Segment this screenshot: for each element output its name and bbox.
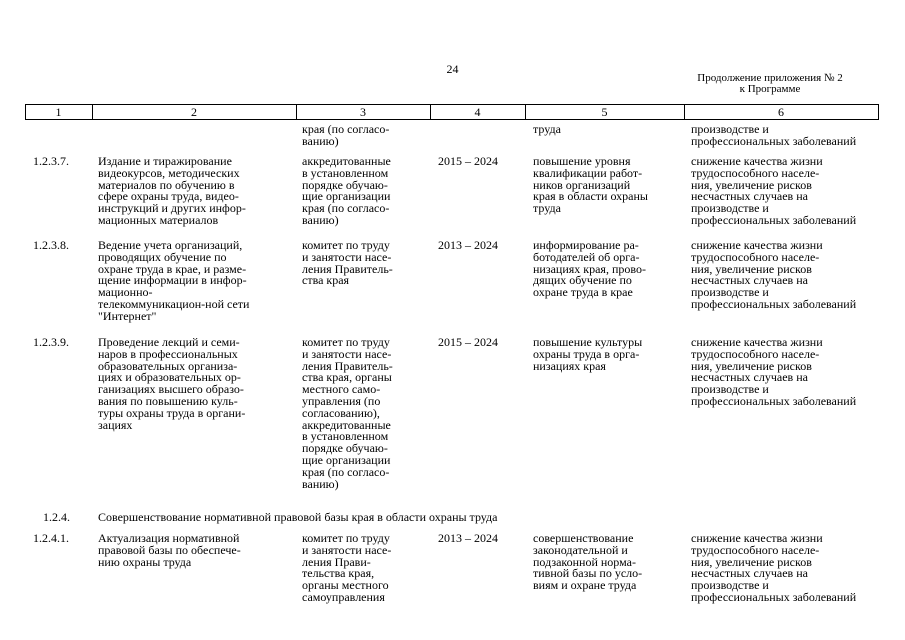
column-header-4: 4 [474, 105, 481, 119]
continuation-risk: производстве и профессиональных заболеваний [691, 122, 857, 148]
column-header-5: 5 [601, 105, 608, 119]
appendix-note-line-2: к Программе [739, 83, 801, 95]
column-header-1: 1 [55, 105, 62, 119]
column-header-6: 6 [778, 105, 784, 119]
row-activity: Актуализация нормативной правовой базы по обеспече- нию охраны труда [98, 531, 241, 569]
row-activity: Издание и тиражирование видеокурсов, методических материалов по обучению в сфере охраны труда, видео- инструкций и других инфор- мационных материалов [98, 154, 246, 227]
row-result: совершенствование законодательной и подзаконной норма- тивной базы по усло- виям и охране труда [533, 531, 643, 593]
row-executor: комитет по труду и занятости насе- ления Правитель- ства края, органы местного само- управления (по согласованию), аккредитованные в установленном порядке обучаю- щие организации края (по согласо- ванию) [302, 335, 393, 491]
row-activity: Проведение лекций и семи- наров в профессиональных образовательных организа- циях и образовательных ор- ганизациях высшего образо- вания по повышению куль- туры охраны труда в органи- зациях [98, 335, 246, 432]
row-executor: аккредитованные в установленном порядке обучаю- щие организации края (по согласо- ванию) [302, 154, 391, 227]
row-risk: снижение качества жизни трудоспособного населе- ния, увеличение рисков несчастных случаев на производстве и профессиональных заболеваний [691, 154, 857, 227]
header-divider [878, 104, 879, 119]
section-number: 1.2.4. [43, 510, 70, 524]
row-risk: снижение качества жизни трудоспособного населе- ния, увеличение рисков несчастных случаев на производстве и профессиональных заболеваний [691, 238, 857, 311]
row-period: 2015 – 2024 [438, 154, 498, 168]
row-period: 2015 – 2024 [438, 335, 498, 349]
row-executor: комитет по труду и занятости насе- ления Правитель- ства края [302, 238, 393, 288]
row-risk: снижение качества жизни трудоспособного населе- ния, увеличение рисков несчастных случаев на производстве и профессиональных заболеваний [691, 335, 857, 408]
column-header-3: 3 [360, 105, 366, 119]
row-number: 1.2.3.7. [33, 154, 69, 168]
row-executor: комитет по труду и занятости насе- ления Прави- тельства края, органы местного самоуправления [302, 531, 392, 604]
row-result: повышение уровня квалификации работ- ников организаций края в области охраны труда [533, 154, 648, 216]
row-number: 1.2.4.1. [33, 531, 69, 545]
row-number: 1.2.3.8. [33, 238, 69, 252]
continuation-executor: края (по согласо- ванию) [302, 122, 390, 148]
row-period: 2013 – 2024 [438, 531, 498, 545]
column-header-2: 2 [191, 105, 197, 119]
appendix-note [680, 73, 860, 95]
section-title: Совершенствование нормативной правовой базы края в области охраны труда [98, 510, 498, 524]
row-number: 1.2.3.9. [33, 335, 69, 349]
page-number: 24 [446, 62, 459, 76]
row-result: повышение культуры охраны труда в орга- низациях края [533, 335, 643, 373]
row-risk: снижение качества жизни трудоспособного населе- ния, увеличение рисков несчастных случаев на производстве и профессиональных заболеваний [691, 531, 857, 604]
row-period: 2013 – 2024 [438, 238, 498, 252]
row-activity: Ведение учета организаций, проводящих обучение по охране труда в крае, и разме- щение информации в инфор- мационно- телекоммуникацион-ной сети "Интернет" [98, 238, 250, 323]
row-result: информирование ра- ботодателей об орга- низациях края, прово- дящих обучение по охране труда в крае [533, 238, 646, 300]
continuation-result: труда [533, 122, 561, 136]
appendix-note-line-1: Продолжение приложения № 2 [697, 72, 843, 84]
